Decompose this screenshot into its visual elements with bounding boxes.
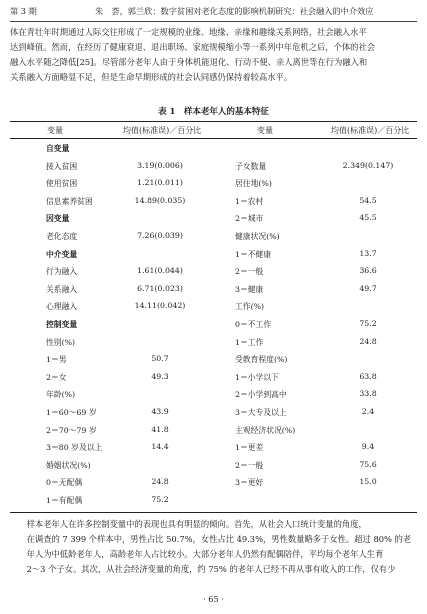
paragraph-line: 在调查的 7 399 个样本中，男性占比 50.7%，女性占比 49.3%，男性数量略多于女性。超过 80% 的老 — [26, 534, 412, 544]
table-cell-value: 24.8 — [359, 336, 377, 346]
table-cell-value: 9.4 — [361, 442, 375, 452]
table-cell-label: 2＝一般 — [235, 267, 264, 277]
paragraph-line: 样本老年人在许多控制变量中的表现也具有明显的倾向。首先，从社会人口统计变量的角度， — [26, 519, 367, 529]
paragraph-line: 年人为中低龄老年人，高龄老年人占比较小。大部分老年人仍然有配偶陪伴，平均每个老年人生育 — [26, 549, 384, 559]
table-cell-label: 3＝80 岁及以上 — [46, 443, 103, 453]
table-cell-label: 3＝健康 — [235, 284, 264, 294]
table-cell-label: 3＝更好 — [235, 478, 264, 488]
table-bottom-rule — [10, 512, 417, 513]
table-cell-label: 控制变量 — [46, 320, 78, 329]
table-cell-label: 中介变量 — [46, 249, 78, 259]
paragraph-line: 体在青壮年时期通过人际交往形成了一定规模的业缘、地缘、亲缘和趣缘关系网络，社会融入水平 — [10, 27, 367, 37]
table-cell-label: 1＝有配偶 — [46, 496, 83, 505]
col-head-value: 均值(标准误)／百分比 — [123, 126, 202, 135]
col-head-variable: 变量 — [47, 126, 63, 135]
table-cell-label: 3＝大专及以上 — [235, 408, 287, 417]
paragraph-line: 2～3 个子女。其次，从社会经济变量的角度，约 75% 的老年人已经不再从事有收入的工作，仅有少 — [26, 564, 396, 574]
table-top-rule — [10, 121, 417, 122]
table-cell-value: 33.8 — [359, 389, 377, 399]
table-cell-value: 75.2 — [359, 319, 377, 328]
table-cell-value: 63.8 — [359, 371, 377, 381]
table-cell-label: 年龄(%) — [46, 390, 76, 400]
paragraph-line: 关系融入方面略显不足，但是生命早期形成的社会认同感仍保持着较高水平。 — [10, 72, 293, 82]
intro-paragraph — [10, 25, 417, 85]
table-cell-value: 24.8 — [151, 477, 169, 487]
table-cell-value: 2.349(0.147) — [342, 160, 394, 170]
table-cell-value: 75.2 — [151, 495, 169, 504]
table-cell-label: 性别(%) — [46, 337, 76, 347]
table-cell-value: 49.7 — [359, 283, 377, 293]
table-cell-label: 1＝农村 — [235, 196, 264, 206]
table-cell-value: 14.11(0.042) — [134, 301, 186, 311]
table-cell-label: 2＝一般 — [235, 460, 264, 470]
page-number: · 65 · — [203, 594, 224, 604]
paragraph-line: 达到峰值。然而，在经历了健康衰退、退出职场、家庭规模缩小等一系列中年危机之后，个体的社会 — [10, 42, 376, 52]
table-title: 表 1 样本老年人的基本特征 — [158, 107, 269, 117]
table-cell-value: 75.6 — [359, 459, 377, 469]
table-cell-label: 1＝男 — [46, 355, 67, 365]
paragraph-line: 融入水平随之降低[25]。尽管部分老年人由于身体机能退化、行动不便、亲人离世等在行为融入和 — [10, 57, 368, 67]
table-cell-value: 1.21(0.011) — [137, 178, 183, 188]
table-cell-value: 41.8 — [151, 424, 169, 434]
table-cell-label: 2＝城市 — [235, 214, 264, 224]
table-cell-label: 行为融入 — [46, 267, 78, 277]
table-cell-value: 43.9 — [151, 407, 169, 416]
table-cell-value: 13.7 — [359, 248, 377, 258]
table-cell-label: 2＝70～79 岁 — [46, 425, 97, 435]
table-cell-label: 居住地(%) — [235, 179, 272, 189]
table-cell-value: 14.89(0.035) — [134, 195, 186, 205]
table-cell-value: 1.61(0.044) — [137, 266, 183, 276]
table-cell-label: 健康状况(%) — [235, 232, 280, 241]
table-cell-label: 1＝小学以下 — [235, 372, 279, 382]
table-cell-label: 信息素养贫困 — [46, 196, 93, 206]
table-cell-value: 6.71(0.023) — [137, 283, 183, 293]
table-cell-label: 1＝60～69 岁 — [46, 408, 97, 417]
table-cell-value: 7.26(0.039) — [137, 231, 183, 240]
table-cell-label: 使用贫困 — [46, 179, 78, 189]
table-cell-value: 14.4 — [151, 442, 169, 452]
table-cell-label: 因变量 — [46, 214, 70, 224]
table-cell-value: 3.19(0.006) — [137, 160, 183, 170]
col-head-value-right: 均值(标准误)／百分比 — [331, 126, 410, 135]
table-cell-value: 54.5 — [359, 195, 377, 205]
col-head-variable-right: 变量 — [257, 126, 273, 135]
table-cell-label: 1＝更差 — [235, 443, 264, 453]
discussion-paragraph — [10, 517, 417, 577]
table-cell-value: 2.4 — [361, 407, 375, 416]
table-cell-label: 1＝不健康 — [235, 249, 272, 259]
table-cell-label: 关系融入 — [46, 284, 78, 294]
table-cell-label: 2＝小学到高中 — [235, 390, 287, 400]
table-cell-label: 老化态度 — [46, 232, 78, 241]
table-cell-label: 0＝不工作 — [235, 320, 272, 329]
table-cell-value: 15.0 — [359, 477, 377, 487]
table-cell-value: 50.7 — [151, 354, 169, 364]
table-cell-label: 工作(%) — [235, 302, 265, 312]
table-cell-label: 受教育程度(%) — [235, 355, 288, 365]
table-cell-label: 1＝工作 — [235, 337, 264, 347]
table-cell-label: 婚姻状况(%) — [46, 460, 91, 470]
table-cell-label: 子女数量 — [235, 161, 267, 171]
table-cell-value: 45.5 — [359, 213, 377, 223]
table-cell-label: 2＝女 — [46, 372, 67, 382]
table-cell-label: 接入贫困 — [46, 161, 78, 171]
running-title: 朱 荟，郭兰欣：数字贫困对老化态度的影响机制研究：社会融入的中介效应 — [95, 6, 374, 16]
table-header-rule — [10, 138, 417, 139]
table-cell-label: 主观经济状况(%) — [235, 425, 296, 435]
table-cell-value: 36.6 — [359, 266, 377, 276]
table-cell-label: 0＝无配偶 — [46, 478, 83, 488]
running-header — [10, 6, 417, 20]
table-cell-label: 自变量 — [46, 144, 70, 153]
table-cell-value: 49.3 — [151, 371, 169, 381]
table-cell-label: 心理融入 — [46, 302, 78, 312]
issue-number: 第 3 期 — [10, 6, 37, 16]
header-rule — [10, 21, 417, 22]
